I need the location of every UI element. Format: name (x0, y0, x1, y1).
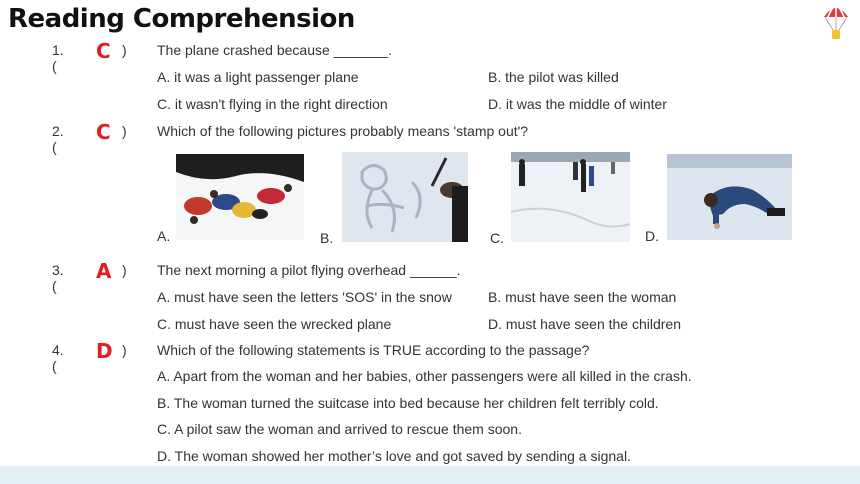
option-b: B. the pilot was killed (488, 69, 619, 85)
question-paren-close: ) (122, 42, 127, 58)
picture-d (667, 154, 792, 240)
option-d: D. must have seen the children (488, 316, 681, 332)
question-paren-close: ) (122, 123, 127, 139)
question-stem: The next morning a pilot flying overhead ______. (157, 262, 461, 278)
parachute-icon (822, 3, 850, 41)
picture-a-label: A. (157, 228, 171, 244)
option-a: A. it was a light passenger plane (157, 69, 359, 85)
answer-letter: C (96, 120, 111, 144)
picture-d-label: D. (645, 228, 659, 244)
option-b: B. must have seen the woman (488, 289, 677, 305)
question-number: 4. ( (52, 342, 64, 374)
question-number: 2. ( (52, 123, 64, 155)
option-c: C. A pilot saw the woman and arrived to rescue them soon. (157, 421, 522, 437)
question-stem: The plane crashed because _______. (157, 42, 393, 58)
option-b: B. The woman turned the suitcase into bed because her children felt terribly cold. (157, 395, 659, 411)
option-d: D. The woman showed her mother’s love and got saved by sending a signal. (157, 448, 631, 464)
question-number: 3. ( (52, 262, 64, 294)
question-stem: Which of the following pictures probably means 'stamp out'? (157, 123, 529, 139)
page-title: Reading Comprehension (8, 4, 355, 34)
option-c: C. must have seen the wrecked plane (157, 316, 392, 332)
answer-letter: A (96, 259, 112, 283)
option-c: C. it wasn't flying in the right direction (157, 96, 388, 112)
picture-c-label: C. (490, 230, 504, 246)
picture-c (511, 152, 630, 242)
option-a: A. must have seen the letters 'SOS' in the snow (157, 289, 452, 305)
picture-a (176, 154, 304, 240)
option-a: A. Apart from the woman and her babies, other passengers were all killed in the crash. (157, 368, 692, 384)
question-paren-close: ) (122, 262, 127, 278)
question-number: 1. ( (52, 42, 64, 74)
question-paren-close: ) (122, 342, 127, 358)
picture-b-label: B. (320, 230, 334, 246)
bottom-bar (0, 466, 860, 484)
option-d: D. it was the middle of winter (488, 96, 667, 112)
answer-letter: D (96, 339, 113, 363)
question-stem: Which of the following statements is TRUE according to the passage? (157, 342, 590, 358)
answer-letter: C (96, 39, 111, 63)
picture-b (342, 152, 468, 242)
